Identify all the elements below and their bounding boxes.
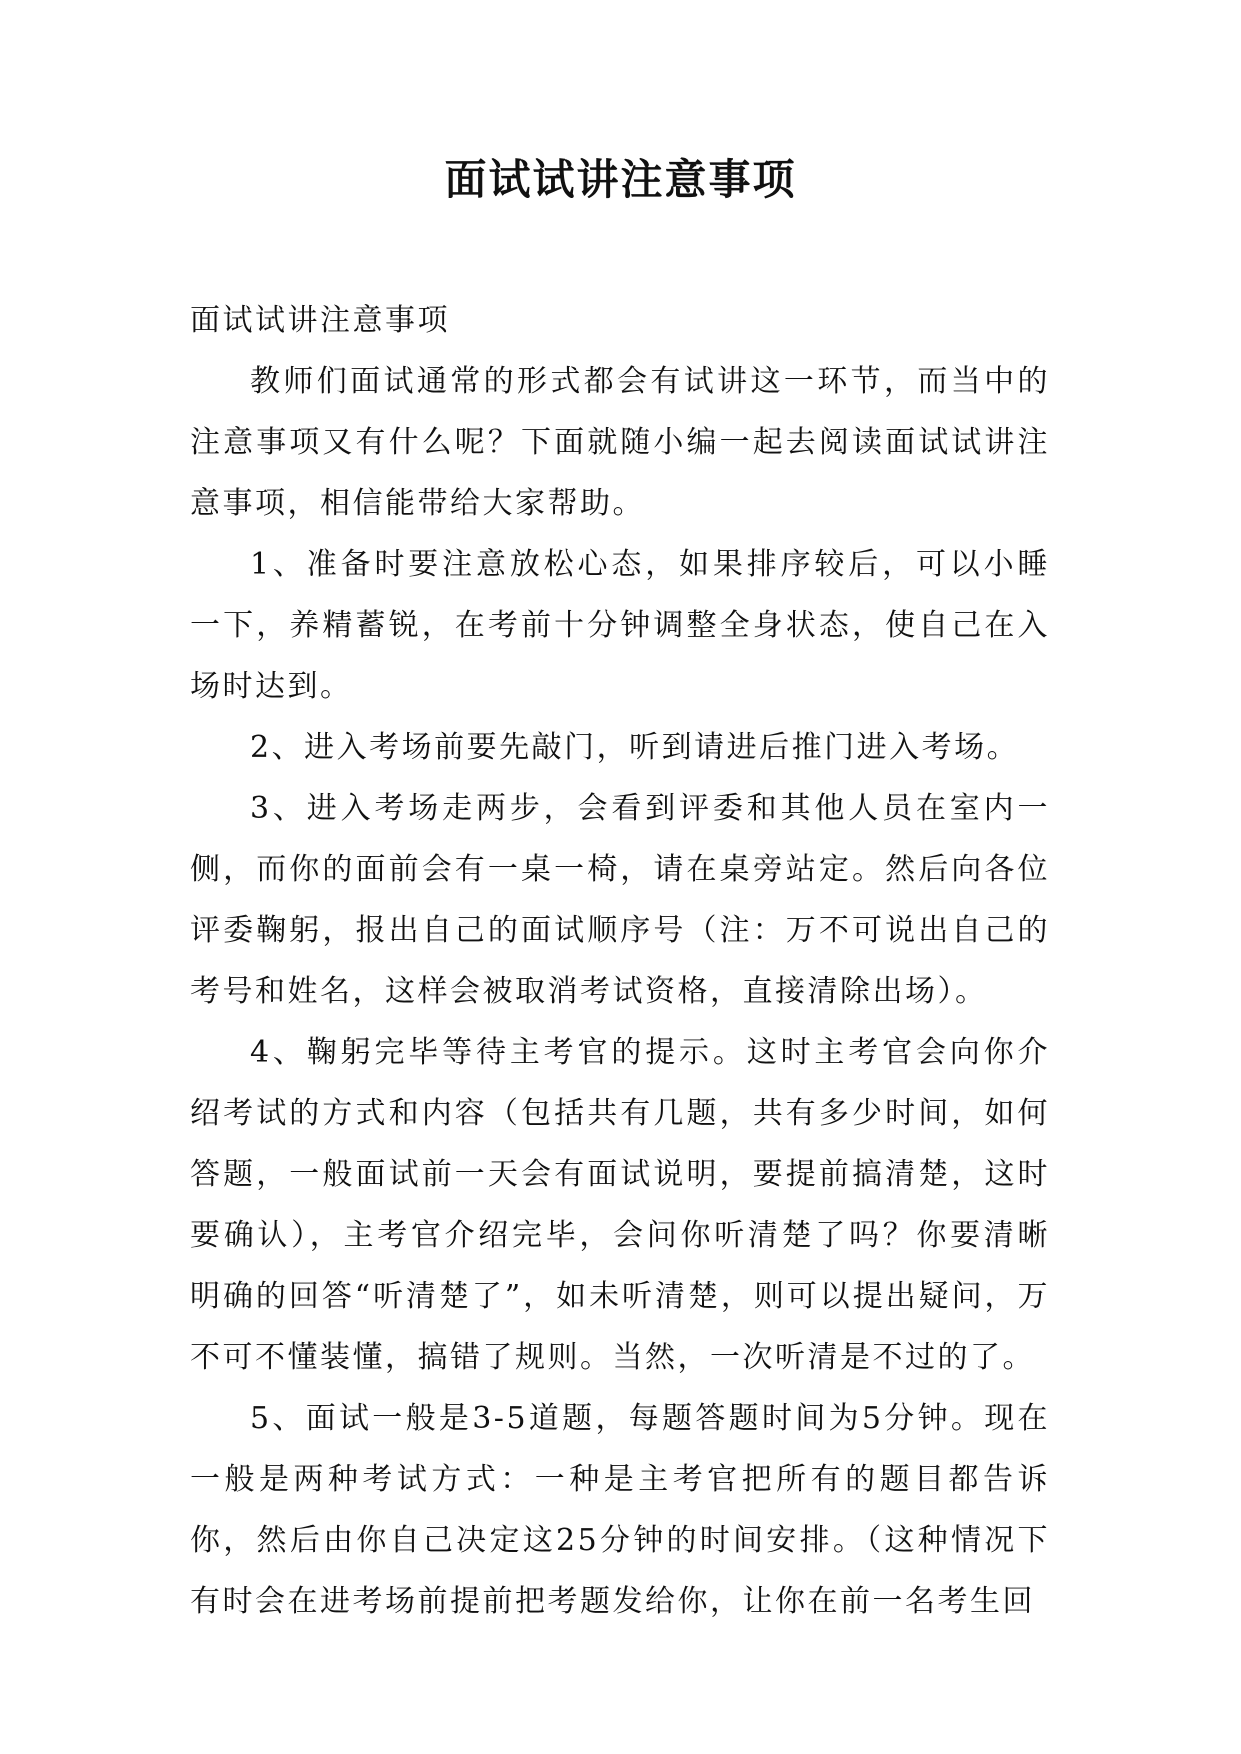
document-title: 面试试讲注意事项 — [444, 155, 797, 204]
paragraph-item-1: 1、准备时要注意放松心态，如果排序较后，可以小睡一下，养精蓄锐，在考前十分钟调整全身状态，使自己在入场时达到。 — [190, 547, 1050, 704]
paragraph-item-2: 2、进入考场前要先敲门，听到请进后推门进入考场。 — [250, 730, 1020, 765]
paragraph-item-4: 4、鞠躬完毕等待主考官的提示。这时主考官会向你介绍考试的方式和内容（包括共有几题，共有多少时间，如何答题，一般面试前一天会有面试说明，要提前搞清楚，这时要确认），主考官介绍完毕，会问你听清楚了吗？你要清晰明确的回答“听清楚了”，如未听清楚，则可以提出疑问，万不可不懂装懂，搞错了规则。当然，一次听清是不过的了。 — [190, 1035, 1050, 1375]
paragraph-item-5: 5、面试一般是3-5道题，每题答题时间为5分钟。现在一般是两种考试方式：一种是主考官把所有的题目都告诉你，然后由你自己决定这25分钟的时间安排。（这种情况下有时会在进考场前提前把考题发给你，让你在前一名考生回 — [190, 1401, 1050, 1619]
document-subtitle: 面试试讲注意事项 — [190, 303, 450, 338]
paragraph-item-3: 3、进入考场走两步，会看到评委和其他人员在室内一侧，而你的面前会有一桌一椅，请在桌旁站定。然后向各位评委鞠躬，报出自己的面试顺序号（注：万不可说出自己的考号和姓名，这样会被取消考试资格，直接清除出场）。 — [190, 791, 1050, 1009]
document-body — [190, 290, 1050, 1632]
paragraph-intro: 教师们面试通常的形式都会有试讲这一环节，而当中的注意事项又有什么呢？下面就随小编一起去阅读面试试讲注意事项，相信能带给大家帮助。 — [190, 364, 1050, 521]
